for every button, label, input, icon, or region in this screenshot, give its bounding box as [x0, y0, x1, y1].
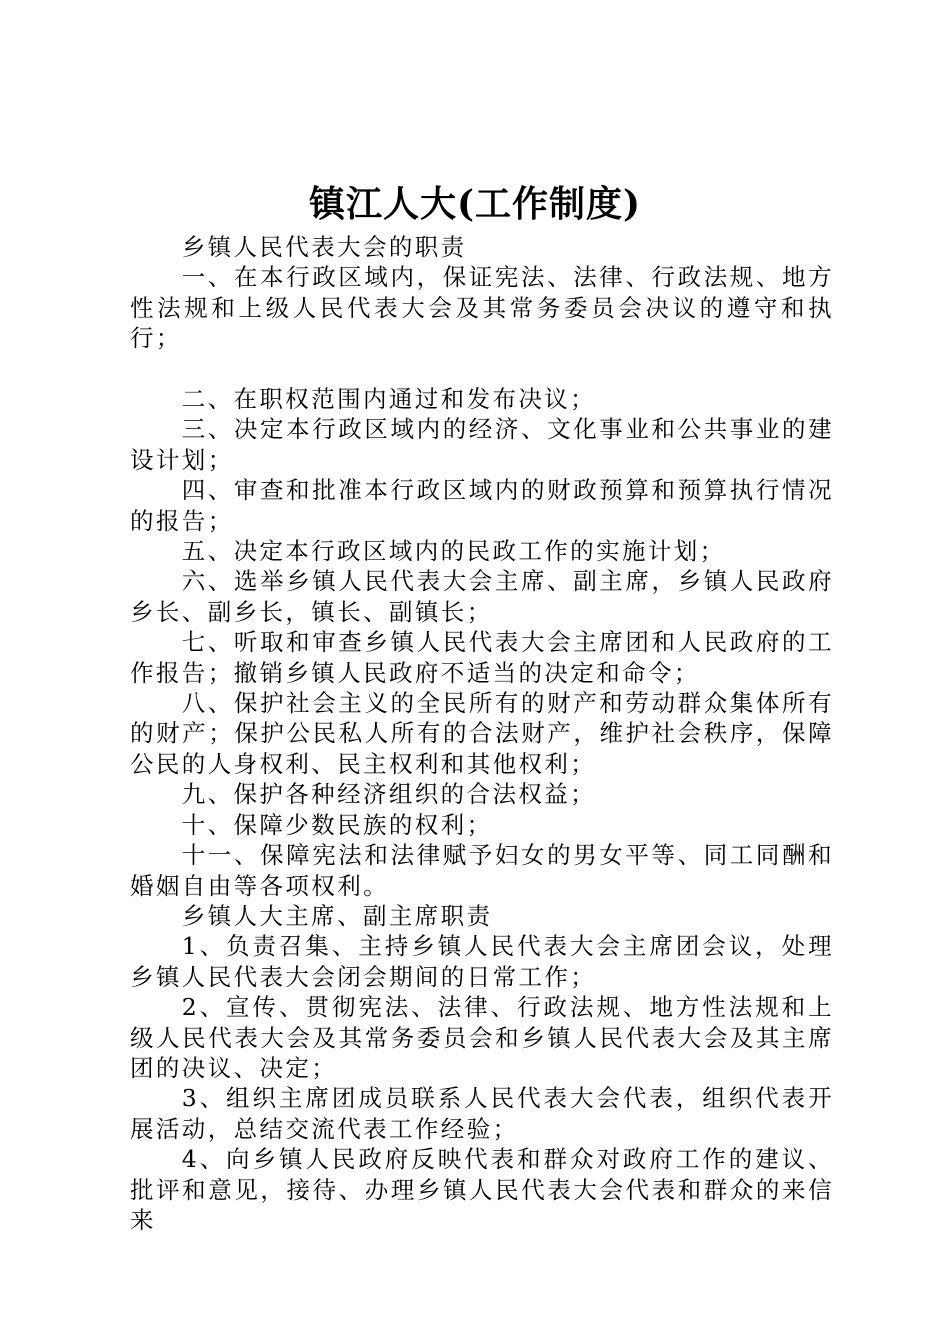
paragraph-item-1: 一、在本行政区域内，保证宪法、法律、行政法规、地方性法规和上级人民代表大会及其常务委员会决议的遵守和执行； — [130, 263, 834, 353]
section-heading-congress-duties: 乡镇人民代表大会的职责 — [181, 233, 467, 261]
paragraph-duty-4: 4、向乡镇人民政府反映代表和群众对政府工作的建议、批评和意见，接待、办理乡镇人民代表大会代表和群众的来信来 — [130, 1145, 834, 1234]
paragraph-item-2: 二、在职权范围内通过和发布决议； — [181, 385, 597, 414]
document-title: 镇江人大(工作制度) — [308, 183, 642, 225]
paragraph-item-4: 四、审查和批准本行政区域内的财政预算和预算执行情况的报告； — [130, 476, 834, 535]
paragraph-item-6: 六、选举乡镇人民代表大会主席、副主席，乡镇人民政府乡长、副乡长，镇长、副镇长； — [130, 567, 834, 626]
paragraph-item-8: 八、保护社会主义的全民所有的财产和劳动群众集体所有的财产；保护公民私人所有的合法财产，维护社会秩序，保障公民的人身权利、民主权利和其他权利； — [130, 689, 834, 778]
paragraph-item-9: 九、保护各种经济组织的合法权益； — [181, 780, 597, 809]
paragraph-duty-3: 3、组织主席团成员联系人民代表大会代表，组织代表开展活动，总结交流代表工作经验； — [130, 1084, 834, 1143]
paragraph-item-7: 七、听取和审查乡镇人民代表大会主席团和人民政府的工作报告；撤销乡镇人民政府不适当的决定和命令； — [130, 628, 834, 687]
blank-line — [130, 354, 834, 384]
paragraph-duty-1: 1、负责召集、主持乡镇人民代表大会主席团会议，处理乡镇人民代表大会闭会期间的日常工作； — [130, 932, 834, 991]
paragraph-item-10: 十、保障少数民族的权利； — [181, 810, 493, 839]
section-heading-chair-duties: 乡镇人大主席、副主席职责 — [181, 901, 493, 930]
paragraph-item-3: 三、决定本行政区域内的经济、文化事业和公共事业的建设计划； — [130, 415, 834, 474]
paragraph-item-5: 五、决定本行政区域内的民政工作的实施计划； — [181, 537, 726, 566]
paragraph-duty-2: 2、宣传、贯彻宪法、法律、行政法规、地方性法规和上级人民代表大会及其常务委员会和乡镇人民代表大会及其主席团的决议、决定； — [130, 993, 834, 1082]
document-body — [130, 232, 834, 1235]
paragraph-item-11: 十一、保障宪法和法律赋予妇女的男女平等、同工同酬和婚姻自由等各项权利。 — [130, 841, 834, 900]
